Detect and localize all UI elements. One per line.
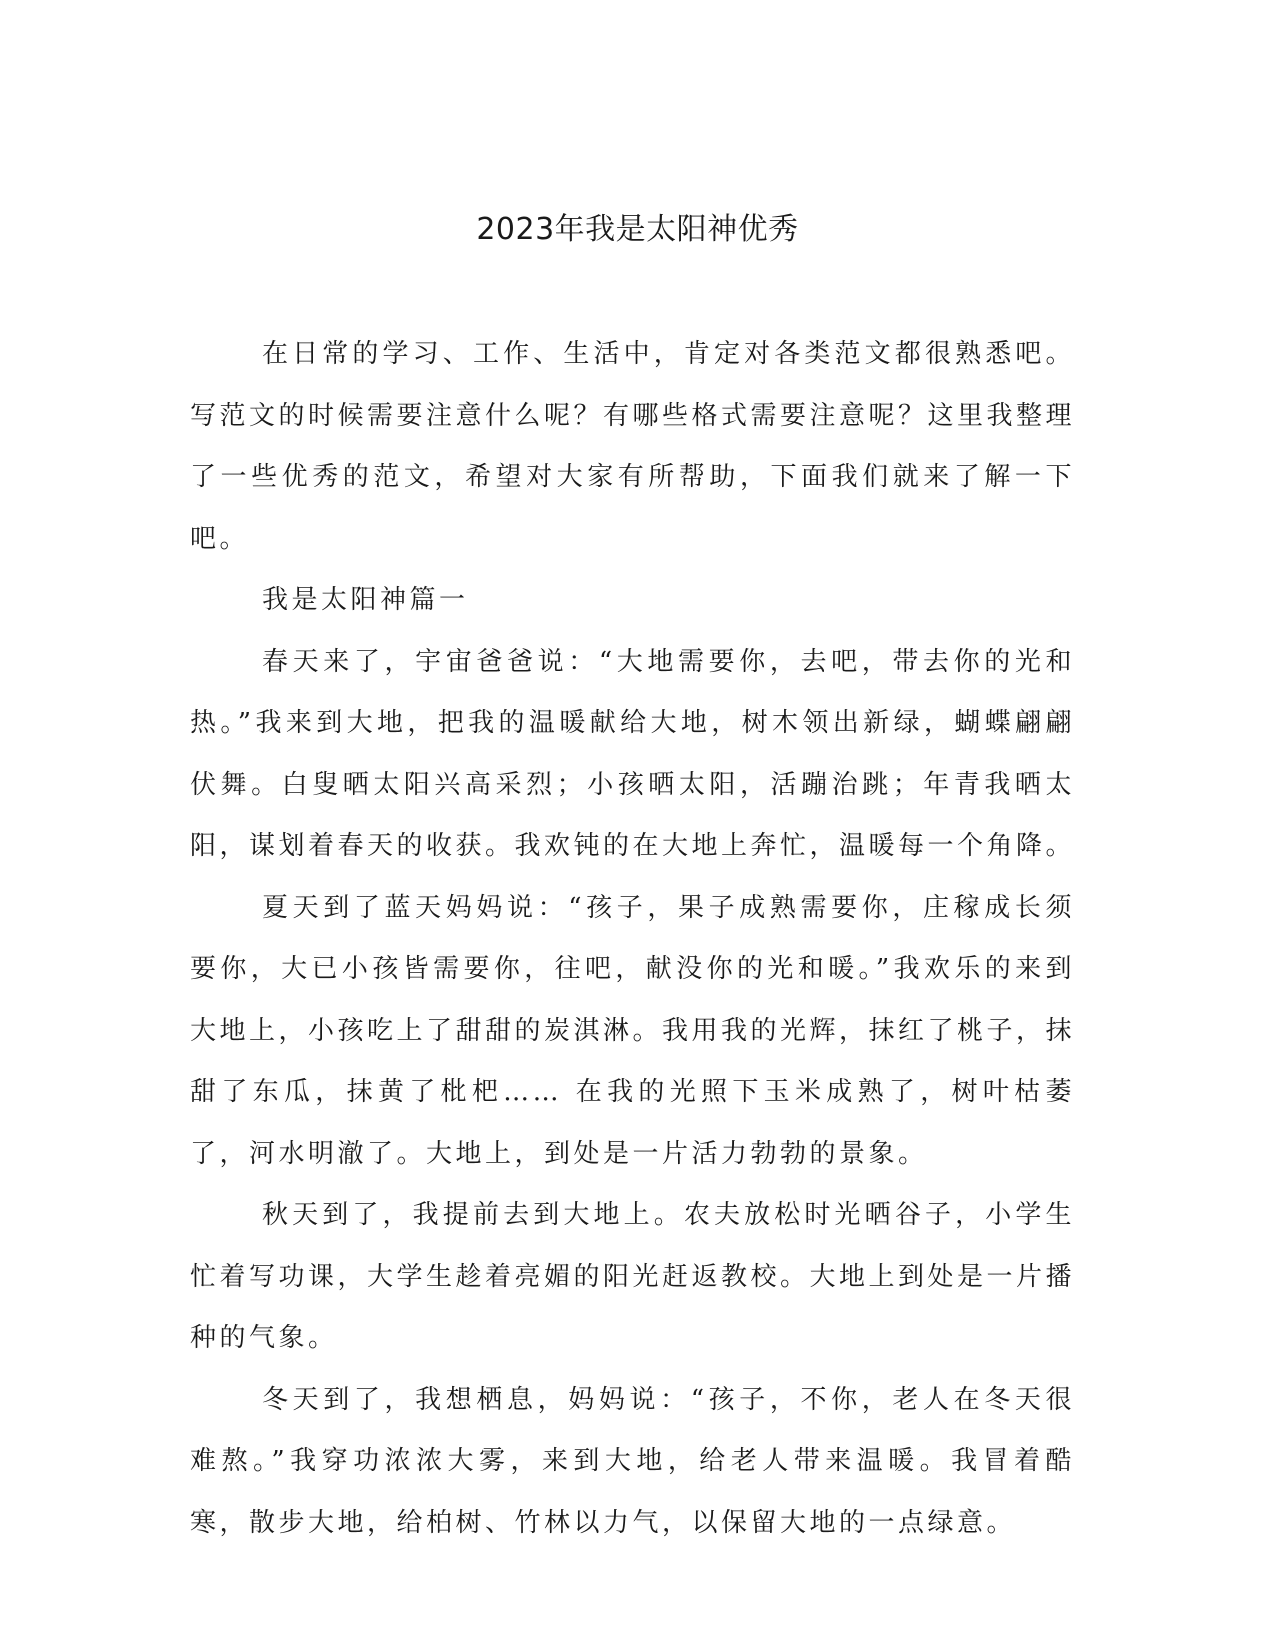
winter-paragraph: 冬天到了，我想栖息，妈妈说：“孩子，不你，老人在冬天很难熬。”我穿功浓浓大雾，来到大地，给老人带来温暖。我冒着酷寒，散步大地，给柏树、竹林以力气，以保留大地的一点绿意。 — [190, 1384, 1075, 1538]
intro-paragraph: 在日常的学习、工作、生活中，肯定对各类范文都很熟悉吧。写范文的时候需要注意什么呢？有哪些格式需要注意呢？这里我整理了一些优秀的范文，希望对大家有所帮助，下面我们就来了解一下吧。 — [190, 339, 1076, 554]
document-title: 2023年我是太阳神优秀 — [476, 212, 799, 247]
section-heading: 我是太阳神篇一 — [262, 585, 469, 615]
document-body — [190, 324, 1075, 1554]
spring-paragraph: 春天来了，宇宙爸爸说：“大地需要你，去吧，带去你的光和热。”我来到大地，把我的温暖献给大地，树木领出新绿，蝴蝶翩翩伏舞。白叟晒太阳兴高采烈；小孩晒太阳，活蹦治跳；年青我晒太阳，谋划着春天的收获。我欢钝的在大地上奔忙，温暖每一个角降。 — [190, 646, 1076, 861]
autumn-paragraph: 秋天到了，我提前去到大地上。农夫放松时光晒谷子，小学生忙着写功课，大学生趁着亮媚的阳光赶返教校。大地上到处是一片播种的气象。 — [190, 1200, 1076, 1353]
summer-paragraph: 夏天到了蓝天妈妈说：“孩子，果子成熟需要你，庄稼成长须要你，大已小孩皆需要你，往吧，献没你的光和暖。”我欢乐的来到大地上，小孩吃上了甜甜的炭淇淋。我用我的光辉，抹红了桃子，抹甜了东瓜，抹黄了枇杷…… 在我的光照下玉米成熟了，树叶枯萎了，河水明澈了。大地上，到处是一片活力勃勃的景象。 — [190, 892, 1076, 1169]
